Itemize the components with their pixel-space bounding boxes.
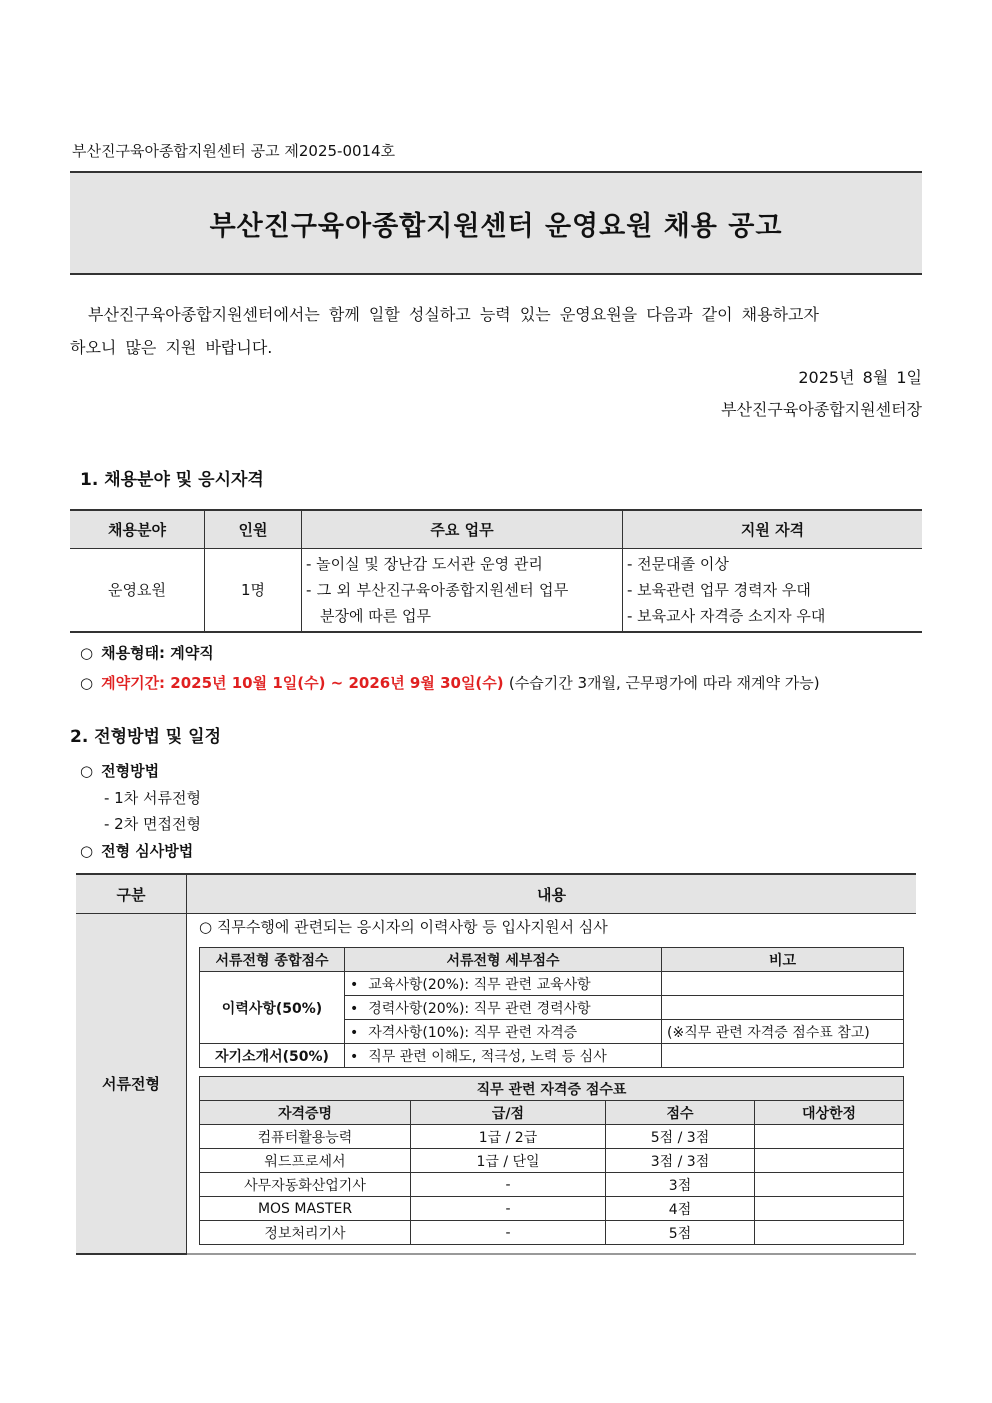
cell-duties [302, 549, 623, 633]
table-row [200, 1125, 904, 1149]
intro-detail [345, 1044, 662, 1068]
intro-label: 자기소개서(50%) [200, 1044, 345, 1068]
cert-limit [755, 1125, 904, 1149]
cert-grade: 1급 / 단일 [411, 1149, 606, 1173]
history-detail [345, 1020, 662, 1044]
header-count: 인원 [205, 510, 302, 549]
intro-paragraph [70, 298, 922, 364]
review-title-line [80, 840, 193, 861]
circle-bullet-icon: ○ [80, 644, 94, 662]
contract-period-note: (수습기간 3개월, 근무평가에 따라 재계약 가능) [508, 674, 820, 692]
table-row [200, 1197, 904, 1221]
screening-table [76, 873, 916, 1255]
recruitment-table [70, 509, 922, 633]
intro-line-2: 하오니 많은 지원 바랍니다. [70, 338, 273, 357]
cert-header-name: 자격증명 [200, 1101, 411, 1125]
cert-grade: - [411, 1197, 606, 1221]
bullet-icon: • [350, 1000, 359, 1017]
history-detail-text: 교육사항(20%): 직무 관련 교육사항 [368, 976, 591, 993]
step-1: - 1차 서류전형 [104, 789, 201, 807]
cert-table [199, 1076, 904, 1245]
cert-table-title: 직무 관련 자격증 점수표 [200, 1077, 904, 1101]
table-row [200, 1149, 904, 1173]
bullet-icon: • [350, 1024, 359, 1041]
screening-summary: ○ 직무수행에 관련되는 응시자의 이력사항 등 입사지원서 심사 [199, 918, 608, 936]
intro-note [662, 1044, 904, 1068]
cert-header-score: 점수 [606, 1101, 755, 1125]
employment-type-line [80, 642, 214, 663]
method-title: 전형방법 [101, 762, 160, 780]
bullet-icon: • [350, 1048, 359, 1065]
row-label-document: 서류전형 [76, 914, 187, 1255]
document-screening-content [187, 914, 917, 1255]
score-header-note: 비고 [662, 948, 904, 972]
history-detail [345, 972, 662, 996]
cert-name: 정보처리기사 [200, 1221, 411, 1245]
circle-bullet-icon: ○ [80, 762, 94, 780]
table-row [200, 1173, 904, 1197]
bullet-icon: • [350, 976, 359, 993]
circle-bullet-icon: ○ [80, 842, 94, 860]
cert-name: MOS MASTER [200, 1197, 411, 1221]
cert-score: 3점 / 3점 [606, 1149, 755, 1173]
history-note: (※직무 관련 자격증 점수표 참고) [662, 1020, 904, 1044]
cell-count: 1명 [205, 549, 302, 633]
issuer: 부산진구육아종합지원센터장 [721, 400, 922, 419]
history-label: 이력사항(50%) [200, 972, 345, 1044]
header-duties: 주요 업무 [302, 510, 623, 549]
cert-name: 컴퓨터활용능력 [200, 1125, 411, 1149]
duty-line: - 그 외 부산진구육아종합지원센터 업무 [306, 581, 569, 599]
header-content: 내용 [187, 874, 917, 914]
score-table [199, 947, 904, 1068]
cert-grade: - [411, 1173, 606, 1197]
page-title: 부산진구육아종합지원센터 운영요원 채용 공고 [209, 210, 783, 242]
cert-name: 워드프로세서 [200, 1149, 411, 1173]
cert-name: 사무자동화산업기사 [200, 1173, 411, 1197]
cert-score: 5점 / 3점 [606, 1125, 755, 1149]
duty-line: 분장에 따른 업무 [320, 607, 431, 625]
cert-score: 5점 [606, 1221, 755, 1245]
header-qualifications: 지원 자격 [623, 510, 923, 549]
notice-number: 부산진구육아종합지원센터 공고 제2025-0014호 [72, 142, 396, 160]
history-detail-text: 자격사항(10%): 직무 관련 자격증 [368, 1024, 578, 1041]
qualification-line: - 전문대졸 이상 [627, 555, 729, 573]
cell-qualifications [623, 549, 923, 633]
cert-score: 4점 [606, 1197, 755, 1221]
section-1-heading: 1. 채용분야 및 응시자격 [80, 470, 264, 490]
table-row [200, 1221, 904, 1245]
cert-limit [755, 1197, 904, 1221]
score-header-total: 서류전형 종합점수 [200, 948, 345, 972]
qualification-line: - 보육교사 자격증 소지자 우대 [627, 607, 826, 625]
cert-limit [755, 1173, 904, 1197]
cert-score: 3점 [606, 1173, 755, 1197]
cert-grade: 1급 / 2급 [411, 1125, 606, 1149]
intro-detail-text: 직무 관련 이해도, 적극성, 노력 등 심사 [368, 1048, 607, 1065]
contract-period-line [80, 672, 820, 693]
qualification-line: - 보육관련 업무 경력자 우대 [627, 581, 811, 599]
title-box [70, 171, 922, 275]
history-note [662, 972, 904, 996]
duty-line: - 놀이실 및 장난감 도서관 운영 관리 [306, 555, 543, 573]
history-detail-text: 경력사항(20%): 직무 관련 경력사항 [368, 1000, 591, 1017]
method-title-line [80, 760, 159, 781]
review-title: 전형 심사방법 [101, 842, 194, 860]
contract-period: 계약기간: 2025년 10월 1일(수) ~ 2026년 9월 30일(수) [101, 674, 504, 692]
cert-grade: - [411, 1221, 606, 1245]
intro-line-1: 부산진구육아종합지원센터에서는 함께 일할 성실하고 능력 있는 운영요원을 다음과 같이 채용하고자 [88, 305, 819, 324]
header-category: 구분 [76, 874, 187, 914]
history-note [662, 996, 904, 1020]
employment-type: 채용형태: 계약직 [101, 644, 214, 662]
cert-limit [755, 1221, 904, 1245]
cert-header-limit: 대상한정 [755, 1101, 904, 1125]
score-header-detail: 서류전형 세부점수 [345, 948, 662, 972]
cert-header-grade: 급/점 [411, 1101, 606, 1125]
cell-field: 운영요원 [70, 549, 205, 633]
header-field: 채용분야 [70, 510, 205, 549]
section-2-heading: 2. 전형방법 및 일정 [70, 727, 221, 747]
step-2: - 2차 면접전형 [104, 815, 201, 833]
history-detail [345, 996, 662, 1020]
notice-date: 2025년 8월 1일 [798, 368, 922, 387]
cert-limit [755, 1149, 904, 1173]
circle-bullet-icon: ○ [80, 674, 94, 692]
